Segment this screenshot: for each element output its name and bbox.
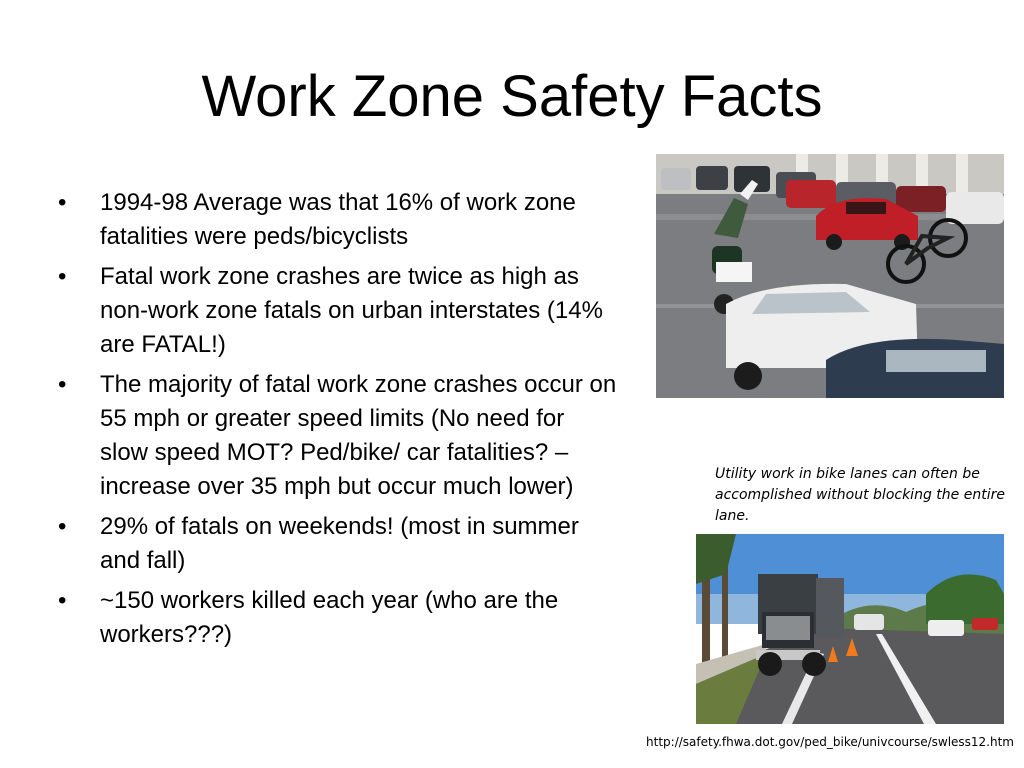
bullet-marker: • <box>58 587 67 614</box>
bullet-text: ~150 workers killed each year (who are the workers???) <box>100 587 559 648</box>
bullet-marker: • <box>58 371 67 398</box>
slide-title: Work Zone Safety Facts <box>201 64 823 129</box>
bullet-text: The majority of fatal work zone crashes occur on 55 mph or greater speed limits (No need for slow speed MOT? Ped/bike/ car fatalities? – increase over 35 mph but occur much lower) <box>100 371 617 500</box>
bullet-marker: • <box>58 513 67 540</box>
source-url[interactable]: http://safety.fhwa.dot.gov/ped_bike/univcourse/swless12.htm <box>646 735 1014 749</box>
truck-bike-lane-photo <box>696 534 1004 724</box>
bullet-list <box>58 186 618 658</box>
bullet-text: 1994-98 Average was that 16% of work zone fatalities were peds/bicyclists <box>100 189 576 250</box>
bullet-item <box>58 584 618 652</box>
bullet-marker: • <box>58 189 67 216</box>
bullet-item <box>58 510 618 578</box>
bike-crash-photo <box>656 154 1004 398</box>
bullet-marker: • <box>58 263 67 290</box>
bullet-item <box>58 260 618 362</box>
bullet-text: Fatal work zone crashes are twice as high as non-work zone fatals on urban interstates (14% are FATAL!) <box>100 263 603 358</box>
bullet-item <box>58 368 618 504</box>
photo-caption: Utility work in bike lanes can often be accomplished without blocking the entire lane. <box>715 466 1005 524</box>
bullet-item <box>58 186 618 254</box>
bullet-text: 29% of fatals on weekends! (most in summer and fall) <box>100 513 579 574</box>
